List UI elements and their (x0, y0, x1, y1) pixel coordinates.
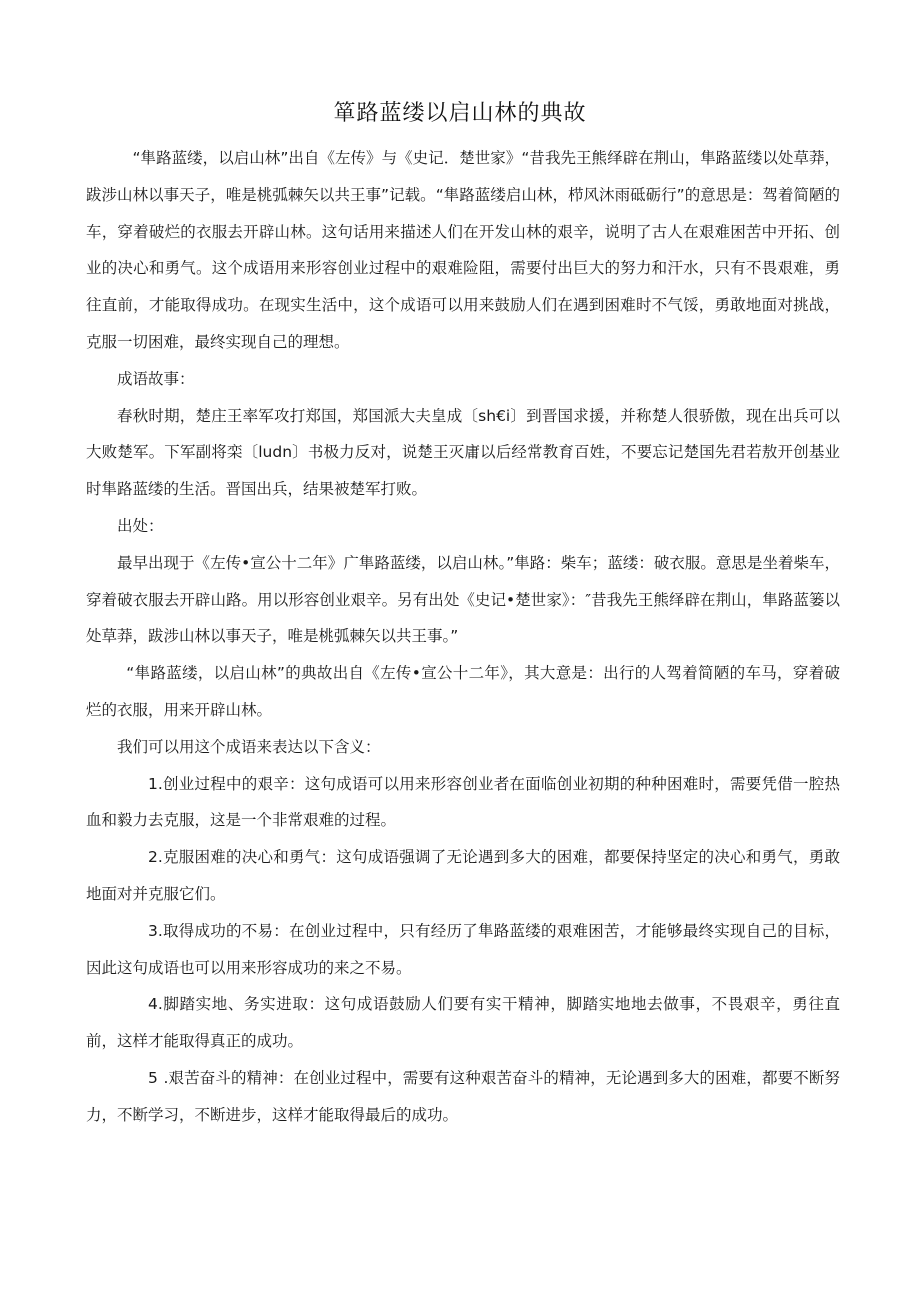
document-title: 箪路蓝缕以启山林的典故 (333, 101, 587, 126)
source-heading: 出处： (117, 516, 164, 535)
list-item-number: 4 (148, 995, 158, 1014)
allusion-paragraph: “隼路蓝缕，以启山林”的典故出自《左传•宣公十二年》，其大意是：出行的人驾着简陋的车马，穿着破烂的衣服，用来开辟山林。 (86, 664, 840, 719)
story-paragraph: 春秋时期，楚庄王率军攻打郑国，郑国派大夫皇成〔sh€i〕到晋国求援，并称楚人很骄傲，现在出兵可以大败楚军。下军副将栾〔ludn〕书极力反对，说楚王灭庸以后经常教育百姓，不要忘记楚国先君若敖开创基业时隼路蓝缕的生活。晋国出兵，结果被楚军打败。 (86, 406, 840, 499)
source-paragraph: 最早出现于《左传•宣公十二年》广隼路蓝缕，以启山林。”隼路：柴车；蓝缕：破衣服。意思是坐着柴车，穿着破衣服去开辟山路。用以形容创业艰辛。另有出处《史记•楚世家》：″昔我先王熊绎辟在荆山，隼路蓝篓以处草莽，跋涉山林以事天子，唯是桃弧棘矢以共王事。” (86, 553, 840, 646)
list-item-number: 1 (148, 774, 158, 793)
list-item-text: .创业过程中的艰辛：这句成语可以用来形容创业者在面临创业初期的种种困难时，需要凭借一腔热血和毅力去克服，这是一个非常艰难的过程。 (86, 774, 840, 830)
list-item (86, 766, 840, 840)
story-heading: 成语故事： (117, 369, 195, 388)
list-item-text: .艰苦奋斗的精神：在创业过程中，需要有这种艰苦奋斗的精神，无论遇到多大的困难，都要不断努力，不断学习，不断进步，这样才能取得最后的成功。 (86, 1068, 840, 1124)
list-item-number: 5 (148, 1068, 158, 1087)
list-item-text: .取得成功的不易：在创业过程中，只有经历了隼路蓝缕的艰难困苦，才能够最终实现自己的目标，因此这句成语也可以用来形容成功的来之不易。 (86, 921, 840, 977)
list-item (86, 1060, 840, 1134)
intro-paragraph: “隼路蓝缕，以启山林”出自《左传》与《史记．楚世家》“昔我先王熊绎辟在荆山，隼路蓝缕以处草莽，跋涉山林以事天子，唯是桃弧棘矢以共王事”记载。“隼路蓝缕启山林，栉风沐雨砥砺行”的意思是：驾着简陋的车，穿着破烂的衣服去开辟山林。这句话用来描述人们在开发山林的艰辛，说明了古人在艰难困苦中开拓、创业的决心和勇气。这个成语用来形容创业过程中的艰难险阻，需要付出巨大的努力和汗水，只有不畏艰难，勇往直前，才能取得成功。在现实生活中，这个成语可以用来鼓励人们在遇到困难时不气馁，勇敢地面对挑战，克服一切困难，最终实现自己的理想。 (86, 149, 840, 351)
list-item-text: .脚踏实地、务实进取：这句成语鼓励人们要有实干精神，脚踏实地地去做事，不畏艰辛，勇往直前，这样才能取得真正的成功。 (86, 995, 840, 1051)
list-item (86, 913, 840, 987)
list-item-number: 3 (148, 921, 158, 940)
list-item (86, 839, 840, 913)
list-item-text: .克服困难的决心和勇气：这句成语强调了无论遇到多大的困难，都要保持坚定的决心和勇气，勇敢地面对并克服它们。 (86, 848, 840, 903)
list-item (86, 986, 840, 1060)
meanings-intro: 我们可以用这个成语来表达以下含义： (117, 737, 381, 756)
list-item-number: 2 (148, 848, 158, 867)
document-body (86, 140, 840, 1134)
